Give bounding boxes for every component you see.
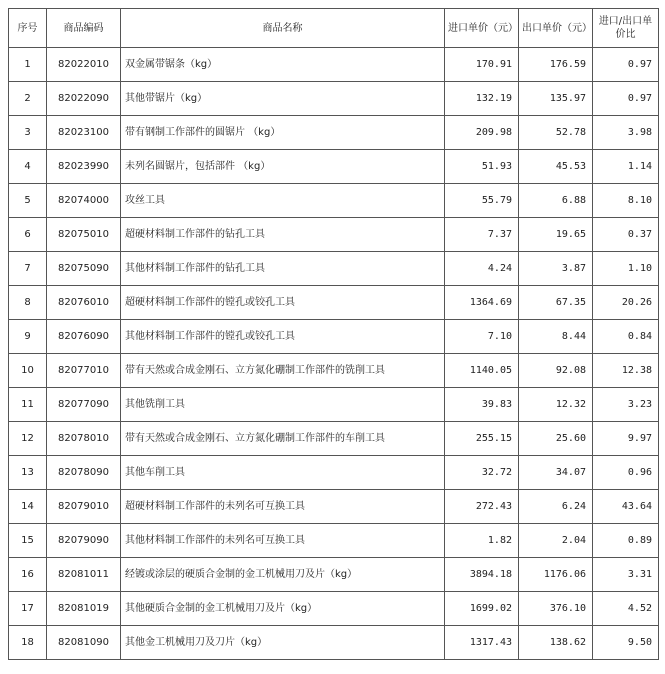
cell-export-price: 1176.06 [519,558,593,592]
cell-export-price: 3.87 [519,252,593,286]
cell-ratio: 8.10 [593,184,659,218]
cell-export-price: 12.32 [519,388,593,422]
cell-import-price: 209.98 [445,116,519,150]
price-table-container [8,8,659,660]
cell-index: 9 [9,320,47,354]
cell-index: 17 [9,592,47,626]
cell-ratio: 0.97 [593,82,659,116]
cell-export-price: 67.35 [519,286,593,320]
cell-name: 经镀或涂层的硬质合金制的金工机械用刀及片（kg） [121,558,445,592]
cell-import-price: 51.93 [445,150,519,184]
table-row [9,524,659,558]
cell-name: 其他材料制工作部件的镗孔或铰孔工具 [121,320,445,354]
table-row [9,320,659,354]
cell-name: 其他带锯片（kg） [121,82,445,116]
cell-ratio: 3.98 [593,116,659,150]
cell-index: 4 [9,150,47,184]
cell-code: 82079010 [47,490,121,524]
cell-code: 82079090 [47,524,121,558]
cell-ratio: 0.97 [593,48,659,82]
cell-code: 82076090 [47,320,121,354]
table-row [9,422,659,456]
table-row [9,388,659,422]
cell-import-price: 132.19 [445,82,519,116]
cell-name: 其他车削工具 [121,456,445,490]
cell-export-price: 6.24 [519,490,593,524]
cell-name: 未列名圆锯片，包括部件 （kg） [121,150,445,184]
cell-index: 7 [9,252,47,286]
cell-export-price: 135.97 [519,82,593,116]
cell-name: 超硬材料制工作部件的未列名可互换工具 [121,490,445,524]
cell-ratio: 1.10 [593,252,659,286]
cell-code: 82077010 [47,354,121,388]
cell-ratio: 43.64 [593,490,659,524]
cell-index: 10 [9,354,47,388]
cell-name: 其他材料制工作部件的未列名可互换工具 [121,524,445,558]
cell-ratio: 0.84 [593,320,659,354]
cell-code: 82078090 [47,456,121,490]
cell-export-price: 45.53 [519,150,593,184]
cell-index: 14 [9,490,47,524]
cell-import-price: 4.24 [445,252,519,286]
cell-export-price: 2.04 [519,524,593,558]
cell-import-price: 55.79 [445,184,519,218]
cell-export-price: 34.07 [519,456,593,490]
cell-import-price: 7.10 [445,320,519,354]
cell-name: 超硬材料制工作部件的镗孔或铰孔工具 [121,286,445,320]
cell-export-price: 52.78 [519,116,593,150]
cell-name: 其他材料制工作部件的钻孔工具 [121,252,445,286]
cell-export-price: 376.10 [519,592,593,626]
cell-index: 5 [9,184,47,218]
cell-index: 13 [9,456,47,490]
cell-index: 3 [9,116,47,150]
cell-ratio: 9.97 [593,422,659,456]
cell-ratio: 3.23 [593,388,659,422]
header-code: 商品编码 [47,9,121,48]
table-row [9,286,659,320]
cell-code: 82023990 [47,150,121,184]
cell-index: 8 [9,286,47,320]
cell-ratio: 1.14 [593,150,659,184]
cell-code: 82077090 [47,388,121,422]
table-row [9,558,659,592]
cell-index: 12 [9,422,47,456]
cell-import-price: 32.72 [445,456,519,490]
cell-import-price: 255.15 [445,422,519,456]
cell-export-price: 6.88 [519,184,593,218]
header-ratio: 进口/出口单价比 [593,9,659,48]
table-row [9,184,659,218]
table-row [9,592,659,626]
table-body [9,48,659,660]
cell-import-price: 1.82 [445,524,519,558]
cell-export-price: 19.65 [519,218,593,252]
cell-export-price: 92.08 [519,354,593,388]
cell-ratio: 12.38 [593,354,659,388]
cell-name: 带有天然或合成金刚石、立方氮化硼制工作部件的铣削工具 [121,354,445,388]
cell-index: 11 [9,388,47,422]
cell-import-price: 1364.69 [445,286,519,320]
cell-index: 16 [9,558,47,592]
table-row [9,48,659,82]
cell-import-price: 7.37 [445,218,519,252]
table-row [9,354,659,388]
table-row [9,490,659,524]
cell-ratio: 4.52 [593,592,659,626]
cell-code: 82075090 [47,252,121,286]
cell-ratio: 3.31 [593,558,659,592]
cell-name: 其他铣削工具 [121,388,445,422]
cell-ratio: 20.26 [593,286,659,320]
cell-ratio: 9.50 [593,626,659,660]
cell-index: 2 [9,82,47,116]
cell-code: 82023100 [47,116,121,150]
cell-export-price: 138.62 [519,626,593,660]
table-row [9,218,659,252]
cell-code: 82022090 [47,82,121,116]
cell-export-price: 176.59 [519,48,593,82]
cell-import-price: 3894.18 [445,558,519,592]
table-header-row [9,9,659,48]
cell-ratio: 0.37 [593,218,659,252]
cell-name: 其他金工机械用刀及刀片（kg） [121,626,445,660]
cell-index: 15 [9,524,47,558]
cell-code: 82081090 [47,626,121,660]
cell-name: 带有天然或合成金刚石、立方氮化硼制工作部件的车削工具 [121,422,445,456]
cell-name: 攻丝工具 [121,184,445,218]
cell-ratio: 0.89 [593,524,659,558]
cell-index: 6 [9,218,47,252]
cell-code: 82081019 [47,592,121,626]
cell-code: 82022010 [47,48,121,82]
header-export-price: 出口单价（元） [519,9,593,48]
cell-export-price: 25.60 [519,422,593,456]
cell-code: 82076010 [47,286,121,320]
cell-name: 其他硬质合金制的金工机械用刀及片（kg） [121,592,445,626]
table-row [9,626,659,660]
cell-code: 82074000 [47,184,121,218]
cell-import-price: 170.91 [445,48,519,82]
table-row [9,252,659,286]
table-row [9,116,659,150]
table-row [9,82,659,116]
cell-import-price: 1699.02 [445,592,519,626]
header-index: 序号 [9,9,47,48]
cell-name: 超硬材料制工作部件的钻孔工具 [121,218,445,252]
cell-ratio: 0.96 [593,456,659,490]
cell-import-price: 272.43 [445,490,519,524]
cell-index: 18 [9,626,47,660]
cell-name: 带有钢制工作部件的圆锯片 （kg） [121,116,445,150]
price-comparison-table [8,8,659,660]
cell-import-price: 39.83 [445,388,519,422]
cell-import-price: 1140.05 [445,354,519,388]
cell-export-price: 8.44 [519,320,593,354]
table-row [9,456,659,490]
cell-index: 1 [9,48,47,82]
cell-import-price: 1317.43 [445,626,519,660]
cell-code: 82081011 [47,558,121,592]
cell-name: 双金属带锯条（kg） [121,48,445,82]
cell-code: 82075010 [47,218,121,252]
cell-code: 82078010 [47,422,121,456]
table-row [9,150,659,184]
header-import-price: 进口单价（元） [445,9,519,48]
header-name: 商品名称 [121,9,445,48]
